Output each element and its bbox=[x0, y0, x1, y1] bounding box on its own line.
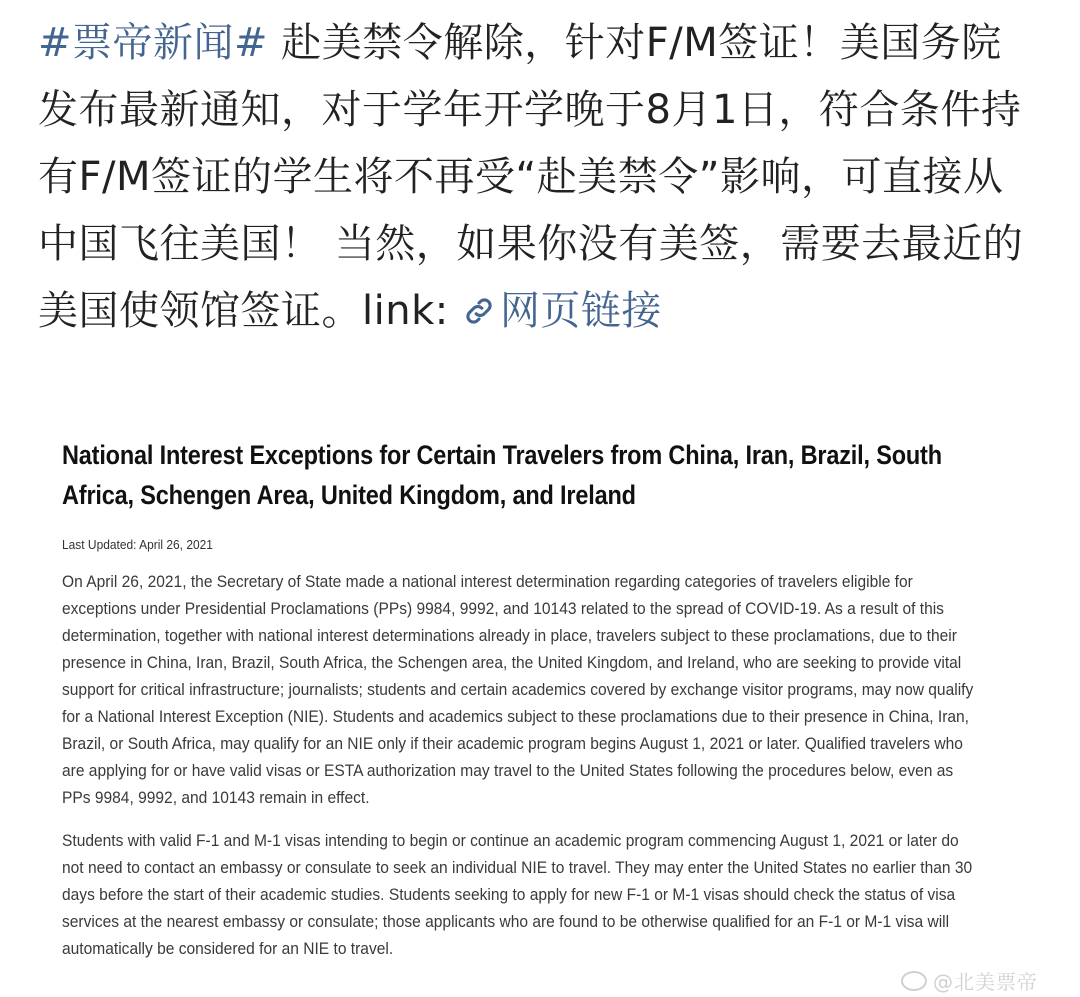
hashtag-link[interactable]: #票帝新闻# bbox=[38, 20, 269, 66]
link-icon bbox=[462, 294, 496, 328]
weibo-icon bbox=[901, 971, 927, 991]
paragraph-2: Students with valid F-1 and M-1 visas intending to begin or continue an academic program commencing August 1, 2021 or later do not need to contact an embassy or consulate to seek an individual NIE to travel. They may enter the United States no earlier than 30 days before the start of their academic studies. Students seeking to apply for new F-1 or M-1 visas should check the status of visa services at the nearest embassy or consulate; those applicants who are found to be otherwise qualified for an F-1 or M-1 visa will automatically be considered for an NIE to travel. bbox=[62, 831, 973, 958]
web-link[interactable] bbox=[462, 288, 662, 334]
watermark bbox=[901, 966, 1038, 995]
document-title: National Interest Exceptions for Certain Travelers from China, Iran, Brazil, South Africa, Schengen Area, United Kingdom, and Ireland bbox=[62, 440, 942, 510]
web-link-label: 网页链接 bbox=[499, 288, 662, 334]
document-screenshot bbox=[0, 415, 1080, 997]
post-body: 赴美禁令解除，针对F/M签证！美国务院发布最新通知，对于学年开学晚于8月1日，符合条件持有F/M签证的学生将不再受“赴美禁令”影响，可直接从中国飞往美国！ 当然，如果你没有美签，需要去最近的美国使领馆签证。link: bbox=[38, 20, 1024, 334]
post-text bbox=[38, 10, 1038, 345]
watermark-text: @北美票帝 bbox=[933, 970, 1038, 994]
paragraph-1: On April 26, 2021, the Secretary of State made a national interest determination regarding categories of travelers eligible for exceptions under Presidential Proclamations (PPs) 9984, 9992, and 10143 related to the spread of COVID-19. As a result of this determination, together with national interest determinations already in place, travelers subject to these proclamations, due to their presence in China, Iran, Brazil, South Africa, the Schengen area, the United Kingdom, and Ireland, who are seeking to provide vital support for critical infrastructure; journalists; students and certain academics covered by exchange visitor programs, may now qualify for a National Interest Exception (NIE). Students and academics subject to these proclamations due to their presence in China, Iran, Brazil, or South Africa, may qualify for an NIE only if their academic program begins August 1, 2021 or later. Qualified travelers who are applying for or have valid visas or ESTA authorization may travel to the United States following the procedures below, even as PPs 9984, 9992, and 10143 remain in effect. bbox=[62, 572, 974, 807]
last-updated: Last Updated: April 26, 2021 bbox=[62, 537, 213, 552]
document-content bbox=[62, 435, 982, 962]
